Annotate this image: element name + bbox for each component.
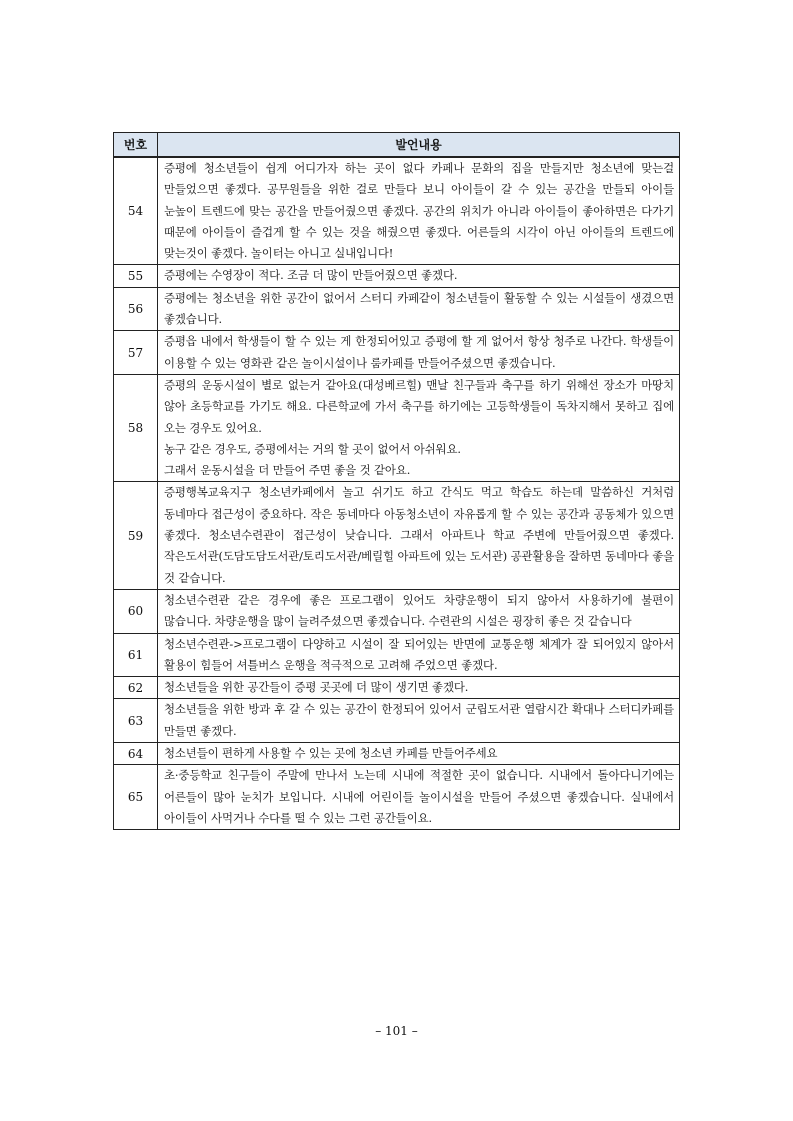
row-number: 63 <box>114 699 158 743</box>
row-number: 55 <box>114 265 158 287</box>
table-row <box>114 287 680 331</box>
row-number: 59 <box>114 482 158 589</box>
row-statement: 증평읍 내에서 학생들이 할 수 있는 게 한정되어있고 증평에 할 게 없어서 항상 청주로 나간다. 학생들이 이용할 수 있는 영화관 같은 놀이시설이나 룸카페를 만들어주셨으면 좋겠습니다. <box>158 331 680 375</box>
table-row <box>114 482 680 589</box>
table-row <box>114 765 680 830</box>
table-row <box>114 331 680 375</box>
row-number: 58 <box>114 374 158 481</box>
header-content: 발언내용 <box>158 133 680 158</box>
row-number: 62 <box>114 677 158 699</box>
row-number: 61 <box>114 633 158 677</box>
row-statement: 증평의 운동시설이 별로 없는거 같아요(대성베르힐) 맨날 친구들과 축구를 하기 위해선 장소가 마땅치 않아 초등학교를 가기도 해요. 다른학교에 가서 축구를 하기에는 고등학생들이 독차지해서 못하고 집에 오는 경우도 있어요. 농구 같은 경우도, 증평에서는 거의 할 곳이 없어서 아쉬워요. 그래서 운동시설을 더 만들어 주면 좋을 것 같아요. <box>158 374 680 481</box>
statement-table <box>113 132 680 830</box>
row-statement: 청소년들이 편하게 사용할 수 있는 곳에 청소년 카페를 만들어주세요 <box>158 743 680 765</box>
row-statement: 청소년들을 위한 방과 후 갈 수 있는 공간이 한정되어 있어서 군립도서관 열람시간 확대나 스터디카페를 만들면 좋겠다. <box>158 699 680 743</box>
row-number: 60 <box>114 589 158 633</box>
table-row <box>114 677 680 699</box>
row-number: 54 <box>114 157 158 265</box>
row-statement: 청소년수련관 같은 경우에 좋은 프로그램이 있어도 차량운행이 되지 않아서 사용하기에 불편이 많습니다. 차량운행을 많이 늘려주셨으면 좋겠습니다. 수련관의 시설은 굉장히 좋은 것 같습니다 <box>158 589 680 633</box>
row-statement: 증평에는 수영장이 적다. 조금 더 많이 만들어줬으면 좋겠다. <box>158 265 680 287</box>
table-row <box>114 743 680 765</box>
row-statement: 증평행복교육지구 청소년카페에서 놀고 쉬기도 하고 간식도 먹고 학습도 하는데 말씀하신 거처럼 동네마다 접근성이 중요하다. 작은 동네마다 아동청소년이 자유롭게 할 수 있는 공간과 공동체가 있으면 좋겠다. 청소년수련관이 접근성이 낮습니다. 그래서 아파트나 학교 주변에 만들어줬으면 좋겠다. 작은도서관(도담도담도서관/토리도서관/베릴힐 아파트에 있는 도서관) 공관활용을 잘하면 동네마다 좋을 것 같습니다. <box>158 482 680 589</box>
table-row <box>114 157 680 265</box>
row-number: 65 <box>114 765 158 830</box>
table-row <box>114 589 680 633</box>
table-row <box>114 265 680 287</box>
row-number: 56 <box>114 287 158 331</box>
page-number: – 101 – <box>375 1024 418 1038</box>
row-statement: 초·중등학교 친구들이 주말에 만나서 노는데 시내에 적절한 곳이 없습니다. 시내에서 돌아다니기에는 어른들이 많아 눈치가 보입니다. 시내에 어린이들 놀이시설을 만들어 주셨으면 좋겠습니다. 실내에서 아이들이 사먹거나 수다를 떨 수 있는 그런 공간들이요. <box>158 765 680 830</box>
row-statement: 청소년들을 위한 공간들이 증평 곳곳에 더 많이 생기면 좋겠다. <box>158 677 680 699</box>
table-row <box>114 633 680 677</box>
row-number: 57 <box>114 331 158 375</box>
row-number: 64 <box>114 743 158 765</box>
table-row <box>114 374 680 481</box>
table-body <box>114 157 680 830</box>
row-statement: 증평에 청소년들이 쉽게 어디가자 하는 곳이 없다 카페나 문화의 집을 만들지만 청소년에 맞는걸 만들었으면 좋겠다. 공무원들을 위한 걸로 만들다 보니 아이들이 갈 수 있는 공간을 만들되 아이들 눈높이 트렌드에 맞는 공간을 만들어줬으면 좋겠다. 공간의 위치가 아니라 아이들이 좋아하면은 다가기 때문에 아이들이 즐겁게 할 수 있는 것을 해줬으면 좋겠다. 어른들의 시각이 아닌 아이들의 트렌드에 맞는것이 좋겠다. 놀이터는 아니고 실내입니다! <box>158 157 680 265</box>
row-statement: 증평에는 청소년을 위한 공간이 없어서 스터디 카페같이 청소년들이 활동할 수 있는 시설들이 생겼으면 좋겠습니다. <box>158 287 680 331</box>
table-row <box>114 699 680 743</box>
header-number: 번호 <box>114 133 158 158</box>
table-header-row <box>114 133 680 158</box>
row-statement: 청소년수련관->프로그램이 다양하고 시설이 잘 되어있는 반면에 교통운행 체계가 잘 되어있지 않아서 활용이 힘들어 셔틀버스 운행을 적극적으로 고려해 주었으면 좋겠다. <box>158 633 680 677</box>
